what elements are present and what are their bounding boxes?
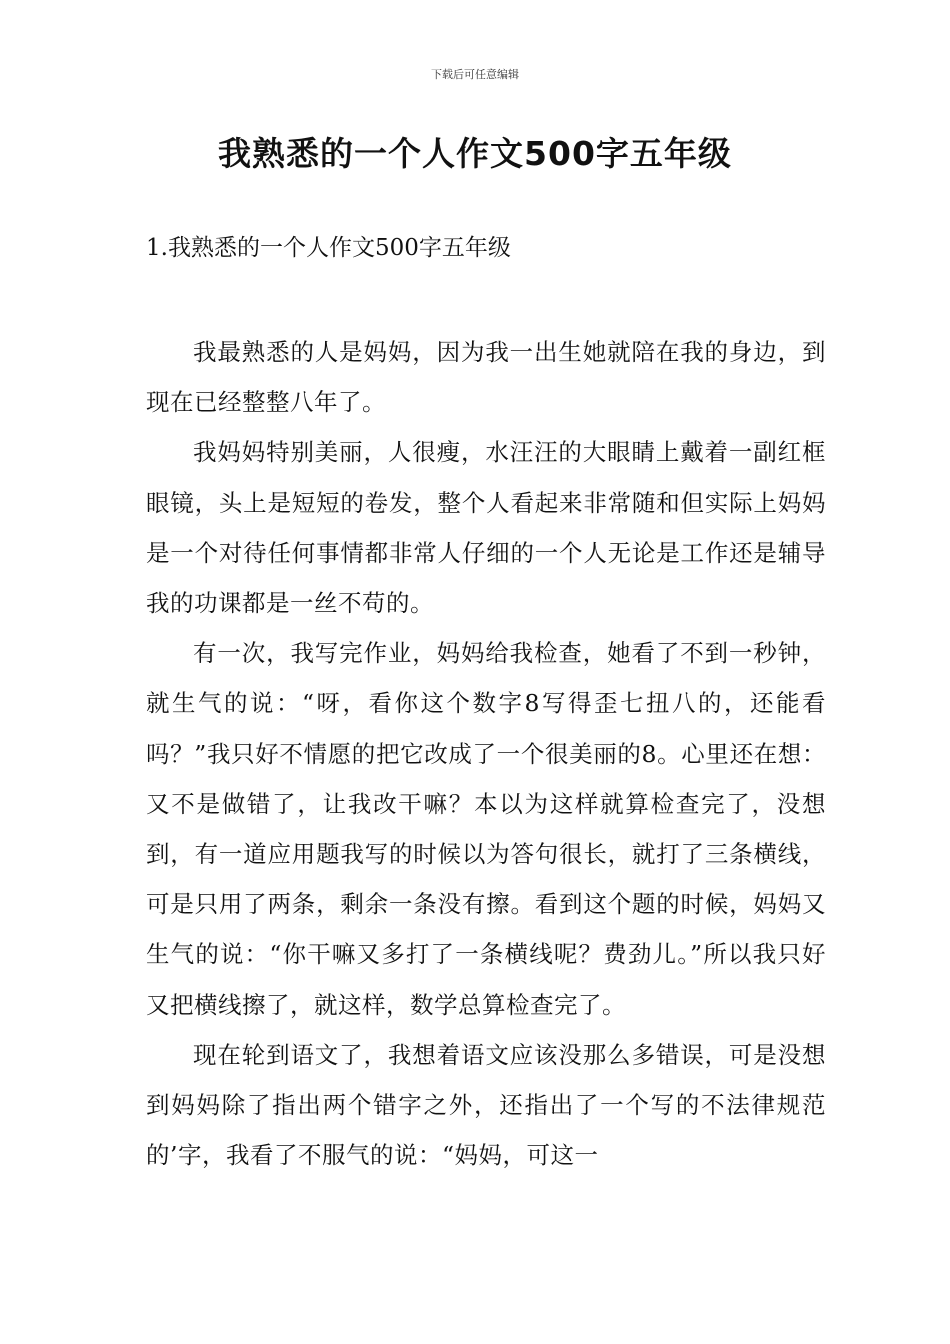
paragraph-2: 我妈妈特别美丽，人很瘦，水汪汪的大眼睛上戴着一副红框眼镜，头上是短短的卷发，整个人看起来非常随和但实际上妈妈是一个对待任何事情都非常人仔细的一个人无论是工作还是辅导我的功课都是一丝不苟的。: [146, 438, 826, 618]
section-heading: 1.我熟悉的一个人作文500字五年级: [146, 235, 511, 261]
paragraph-4: 现在轮到语文了，我想着语文应该没那么多错误，可是没想到妈妈除了指出两个错字之外，还指出了一个写的不法律规范的’字，我看了不服气的说：“妈妈，可这一: [146, 1040, 826, 1170]
paragraph-3: 有一次，我写完作业，妈妈给我检查，她看了不到一秒钟，就生气的说：“呀，看你这个数字8写得歪七扭八的，还能看吗？”我只好不情愿的把它改成了一个很美丽的8。心里还在想：又不是做错了，让我改干嘛？本以为这样就算检查完了，没想到，有一道应用题我写的时候以为答句很长，就打了三条横线，可是只用了两条，剩余一条没有擦。看到这个题的时候，妈妈又生气的说：“你干嘛又多打了一条横线呢？费劲儿。”所以我只好又把横线擦了，就这样，数学总算检查完了。: [146, 639, 826, 1019]
document-title: 我熟悉的一个人作文500字五年级: [218, 134, 732, 173]
paragraph-1: 我最熟悉的人是妈妈，因为我一出生她就陪在我的身边，到现在已经整整八年了。: [146, 338, 826, 417]
article-body: [146, 327, 826, 1180]
header-note: 下载后可任意编辑: [431, 68, 519, 81]
